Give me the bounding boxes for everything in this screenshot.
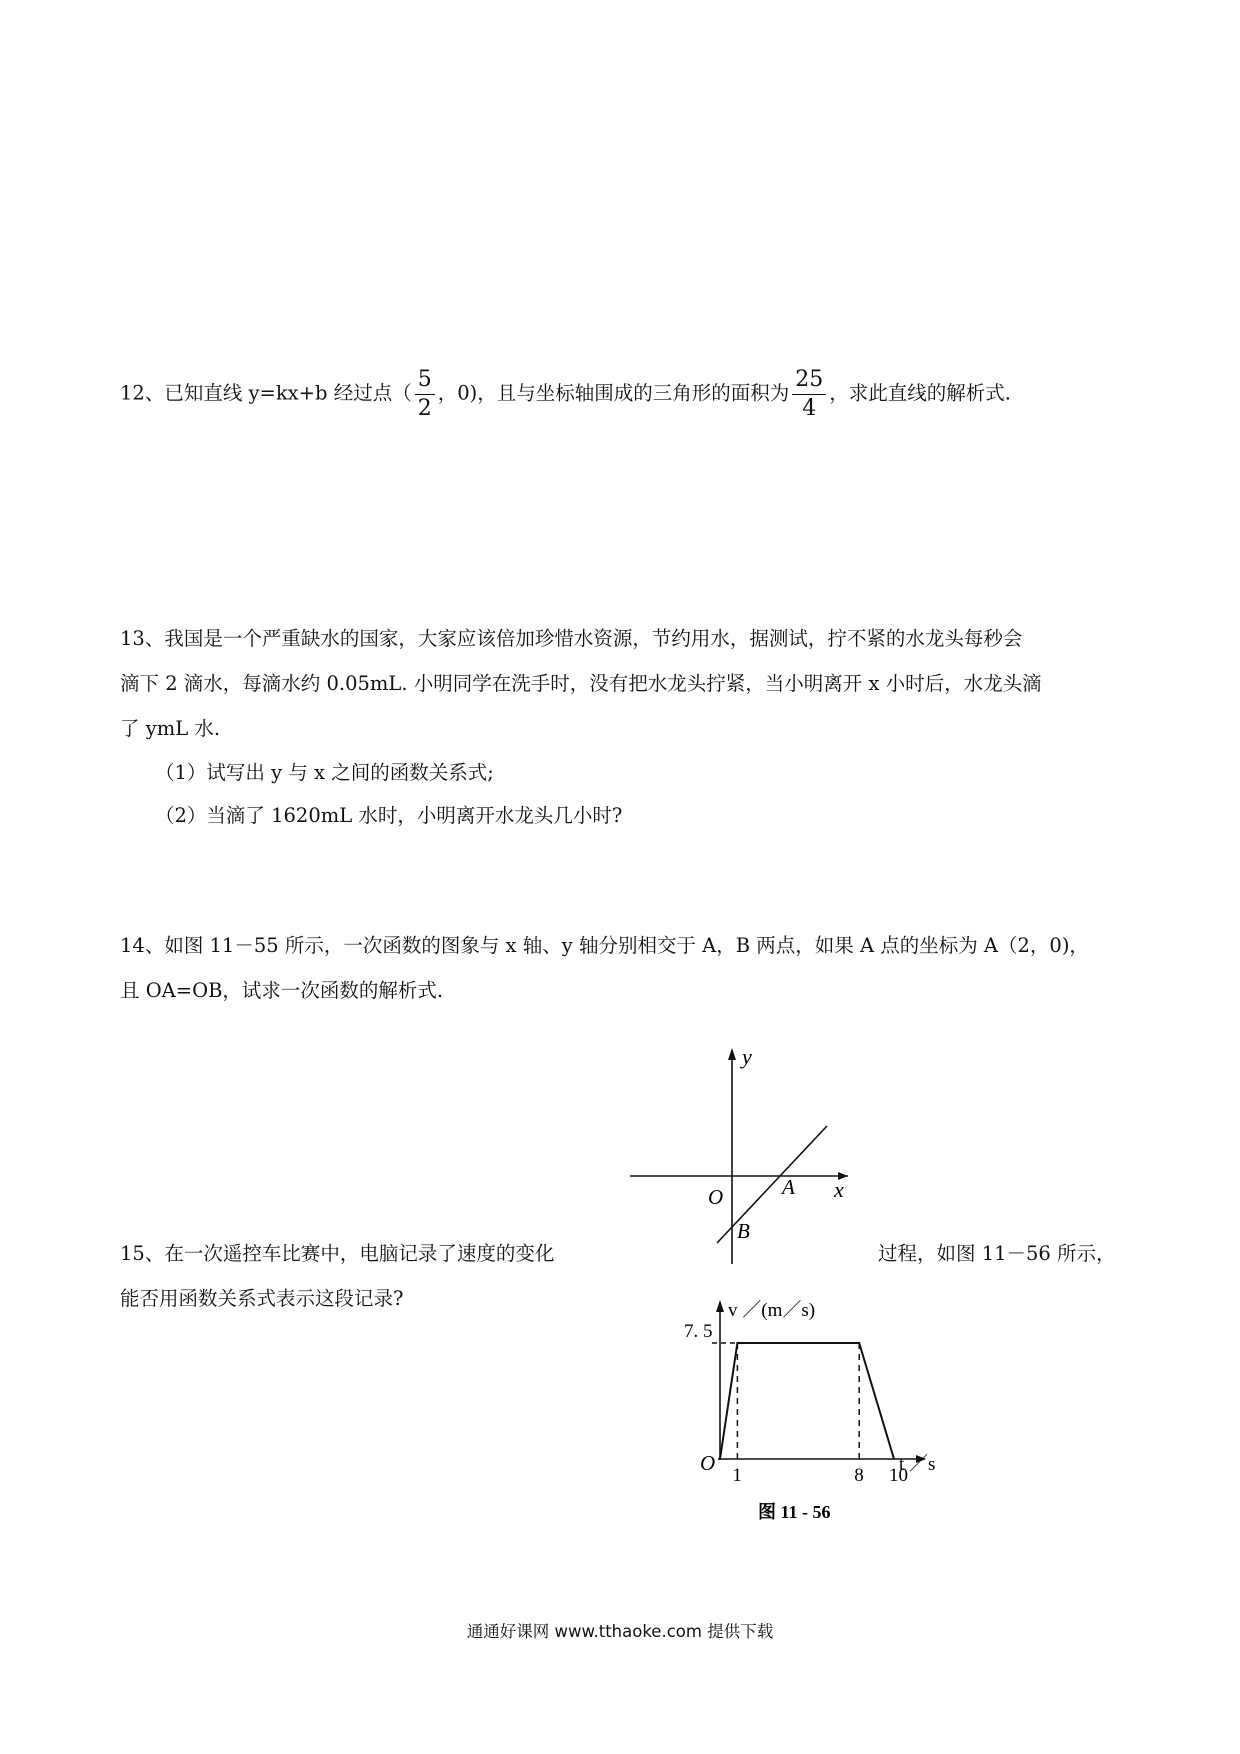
x-tick-label-10: 10 xyxy=(889,1465,908,1486)
q15-line-2: 能否用函数关系式表示这段记录? xyxy=(120,1287,404,1310)
q15-line-1b: 过程，如图 11－56 所示， xyxy=(878,1242,1116,1265)
x-tick-label-1: 1 xyxy=(732,1465,742,1486)
fraction-denominator: 4 xyxy=(802,395,817,421)
x-axis-label: t ／s xyxy=(899,1454,936,1475)
q14-line-1: 14、如图 11－55 所示，一次函数的图象与 x 轴、y 轴分别相交于 A，B 两点，如果 A 点的坐标为 A（2，0)， xyxy=(120,934,1089,957)
q15-line-1a: 15、在一次遥控车比赛中，电脑记录了速度的变化 xyxy=(120,1242,555,1265)
label-a: A xyxy=(782,1175,795,1199)
q13-line-1: 13、我国是一个严重缺水的国家，大家应该倍加珍惜水资源，节约用水，据测试，拧不紧的水龙头每秒会 xyxy=(120,627,1023,650)
velocity-series-line xyxy=(720,1343,894,1459)
y-axis-arrow xyxy=(716,1300,724,1312)
q14-line-2: 且 OA=OB，试求一次函数的解析式. xyxy=(120,979,444,1002)
label-x: x xyxy=(834,1177,844,1202)
origin-label: O xyxy=(700,1451,716,1475)
q13-line-3: 了 ymL 水. xyxy=(120,717,221,740)
q13-line-2: 滴下 2 滴水，每滴水约 0.05mL. 小明同学在洗手时，没有把水龙头拧紧，当小明离开 x 小时后，水龙头滴 xyxy=(120,672,1042,695)
q12-text-1: 12、已知直线 y=kx+b 经过点（ xyxy=(120,381,412,405)
y-axis-label: v ／(m／s) xyxy=(728,1300,816,1321)
label-origin: O xyxy=(708,1185,724,1209)
chart-marks xyxy=(712,1343,908,1486)
y-tick-label: 7. 5 xyxy=(684,1321,713,1342)
fraction-numerator: 25 xyxy=(792,366,826,395)
q13-subquestion-1: （1）试写出 y 与 x 之间的函数关系式; xyxy=(155,761,494,784)
figure-caption: 图 11 - 56 xyxy=(758,1502,831,1522)
q13-subquestion-2: （2）当滴了 1620mL 水时，小明离开水龙头几小时? xyxy=(155,804,623,827)
q12-text-3: ，求此直线的解析式. xyxy=(829,381,1011,405)
x-tick-label-8: 8 xyxy=(854,1465,864,1486)
fraction-denominator: 2 xyxy=(417,395,432,421)
footer-credit: 通通好课网 www.tthaoke.com 提供下载 xyxy=(466,1622,774,1641)
q12-text-2: ，0)，且与坐标轴围成的三角形的面积为 xyxy=(437,381,790,405)
label-y: y xyxy=(742,1044,752,1069)
fraction-numerator: 5 xyxy=(415,366,435,395)
label-b: B xyxy=(737,1219,750,1243)
